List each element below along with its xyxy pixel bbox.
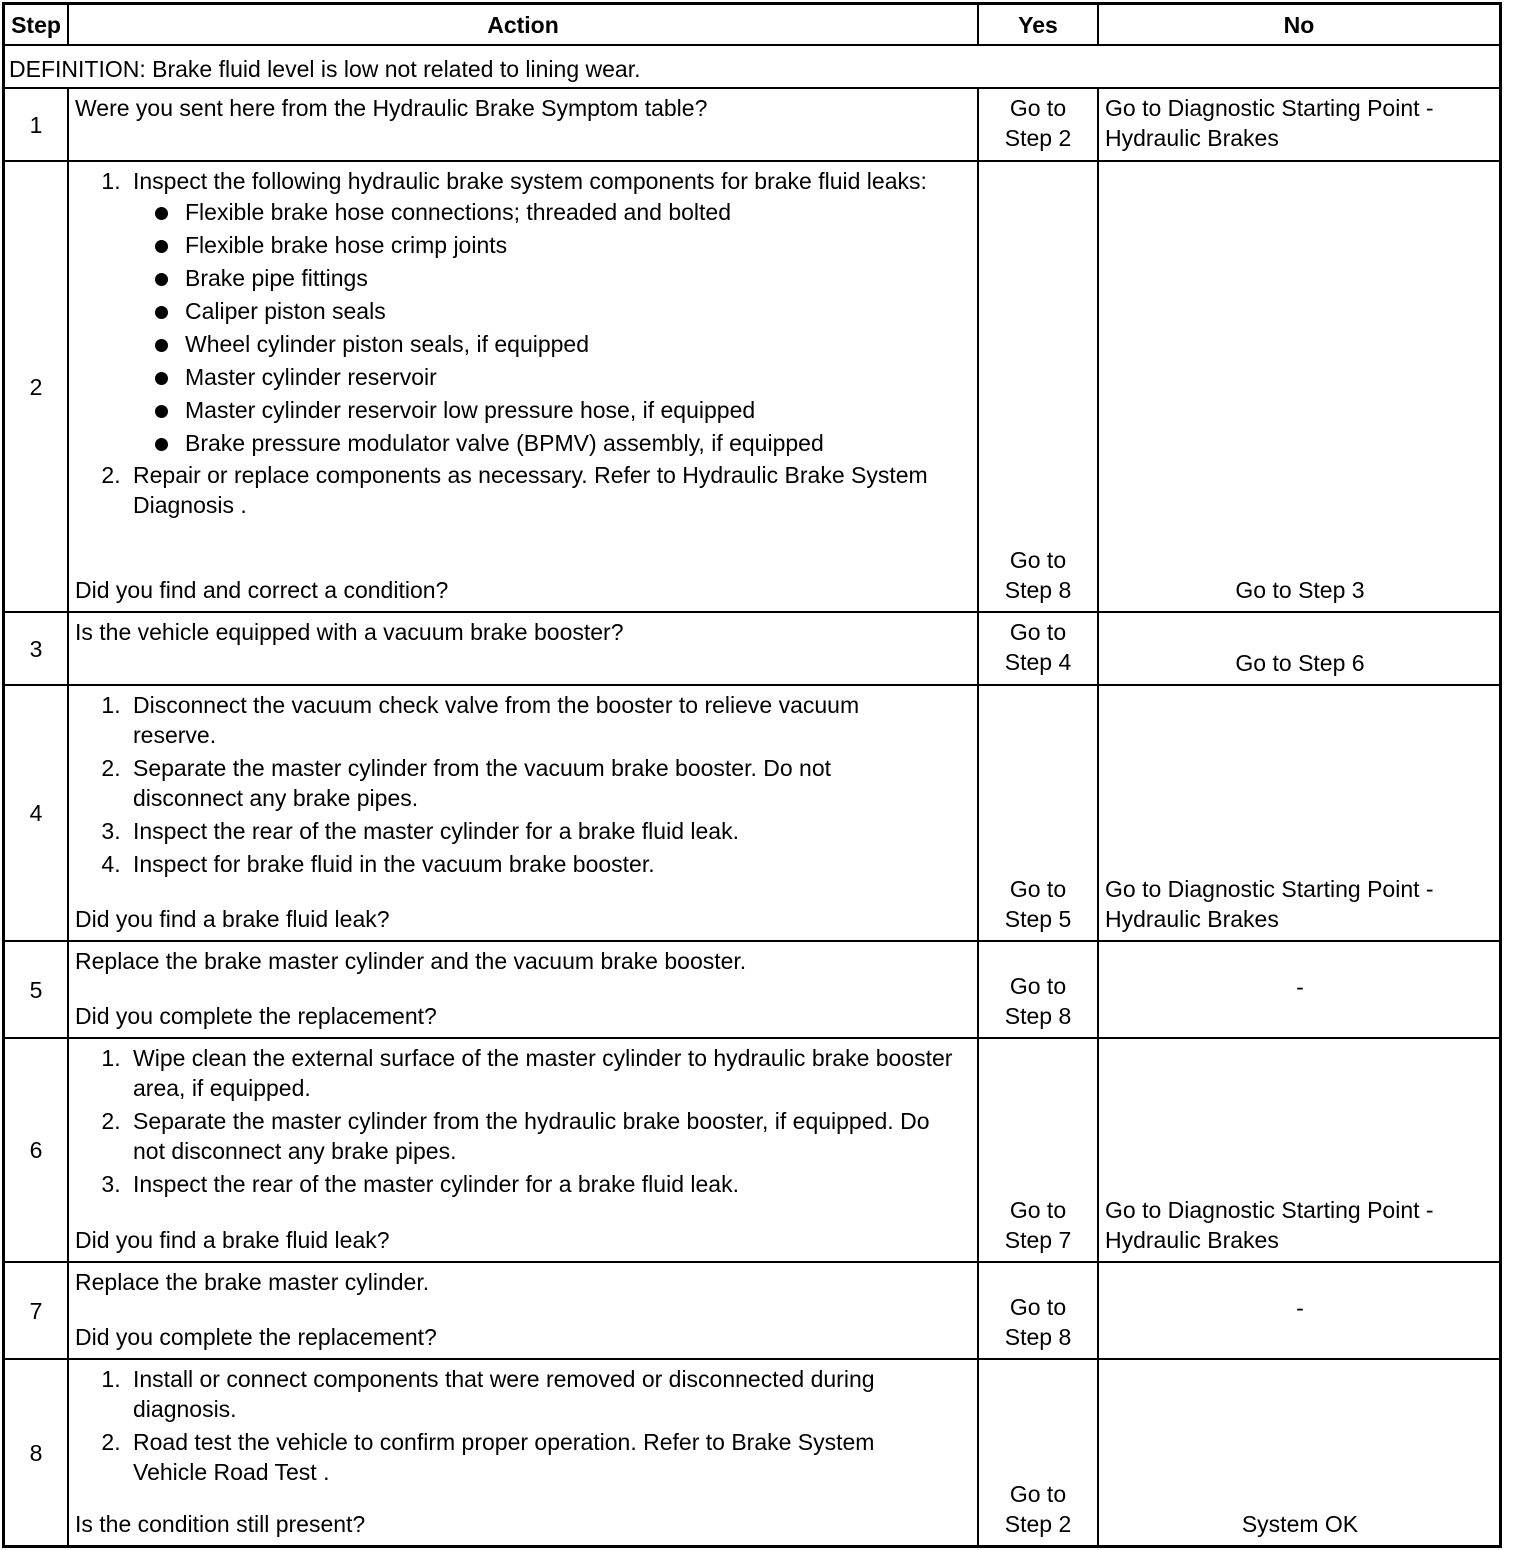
bullet-item <box>185 328 971 361</box>
action-cell <box>69 1360 979 1545</box>
yes-line-1: Go to <box>1009 1197 1067 1223</box>
list-item <box>127 1169 961 1199</box>
table-row <box>5 686 1499 942</box>
yes-line-1: Go to <box>1009 973 1067 999</box>
action-text: Replace the brake master cylinder and the vacuum brake booster. <box>75 948 747 974</box>
table-header <box>5 5 1499 46</box>
no-text: System OK <box>1241 1511 1359 1537</box>
list-item-text: Separate the master cylinder from the vacuum brake booster. Do not disconnect any brake pipes. <box>133 755 832 811</box>
bullet-item <box>185 361 971 394</box>
list-item-text: Wipe clean the external surface of the master cylinder to hydraulic brake booster area, if equipped. <box>133 1045 953 1101</box>
question-text: Is the condition still present? <box>75 1511 366 1537</box>
list-item-text: Inspect for brake fluid in the vacuum brake booster. <box>133 851 655 877</box>
table-row <box>5 1360 1499 1545</box>
list-item-text: Separate the master cylinder from the hydraulic brake booster, if equipped. Do not disconnect any brake pipes. <box>133 1108 930 1164</box>
table-row <box>5 89 1499 162</box>
no-line-2: Hydraulic Brakes <box>1105 906 1279 932</box>
list-item <box>127 1427 941 1487</box>
action-cell <box>69 89 979 160</box>
bullet-text: Brake pressure modulator valve (BPMV) assembly, if equipped <box>185 430 824 456</box>
action-cell <box>69 1263 979 1358</box>
yes-line-2: Step 8 <box>1004 1003 1072 1029</box>
table-row <box>5 1263 1499 1360</box>
action-cell <box>69 162 979 611</box>
bullet-item <box>185 196 971 229</box>
definition-row <box>5 46 1499 89</box>
yes-cell <box>979 162 1099 611</box>
yes-line-2: Step 8 <box>1004 1324 1072 1350</box>
no-text: - <box>1296 1294 1304 1321</box>
yes-line-2: Step 2 <box>1004 125 1072 151</box>
action-cell <box>69 686 979 940</box>
step-number: 6 <box>5 1039 69 1261</box>
step-number: 1 <box>5 89 69 160</box>
no-cell <box>1099 89 1499 160</box>
header-step: Step <box>5 5 69 44</box>
yes-line-1: Go to <box>1009 95 1067 121</box>
bullet-item <box>185 262 971 295</box>
step-number: 2 <box>5 162 69 611</box>
list-item-text: Inspect the rear of the master cylinder for a brake fluid leak. <box>133 818 739 844</box>
bullet-item <box>185 394 971 427</box>
list-item-text: Inspect the following hydraulic brake system components for brake fluid leaks: <box>133 168 927 194</box>
yes-line-2: Step 5 <box>1004 906 1072 932</box>
yes-cell <box>979 613 1099 684</box>
action-list <box>75 690 971 879</box>
question-text: Did you find a brake fluid leak? <box>75 1227 390 1253</box>
bullet-list <box>133 196 971 460</box>
step-number: 5 <box>5 942 69 1037</box>
no-text: Go to Step 6 <box>1235 650 1365 676</box>
yes-line-1: Go to <box>1009 547 1067 573</box>
step-number: 4 <box>5 686 69 940</box>
yes-line-1: Go to <box>1009 1481 1067 1507</box>
step-number: 3 <box>5 613 69 684</box>
bullet-item <box>185 229 971 262</box>
list-item-text: Install or connect components that were removed or disconnected during diagnosis. <box>133 1366 875 1422</box>
yes-line-2: Step 2 <box>1004 1511 1072 1537</box>
bullet-text: Caliper piston seals <box>185 298 386 324</box>
no-cell <box>1099 1360 1499 1545</box>
no-cell <box>1099 686 1499 940</box>
step-number: 7 <box>5 1263 69 1358</box>
list-item-text: Repair or replace components as necessary. Refer to Hydraulic Brake System Diagnosis . <box>133 462 928 518</box>
list-item-text: Road test the vehicle to confirm proper operation. Refer to Brake System Vehicle Road Test . <box>133 1429 875 1485</box>
no-cell <box>1099 1039 1499 1261</box>
header-no: No <box>1283 11 1315 38</box>
no-line-1: Go to Diagnostic Starting Point - <box>1105 95 1434 121</box>
definition-text: DEFINITION: Brake fluid level is low not related to lining wear. <box>9 56 641 82</box>
action-cell <box>69 613 979 684</box>
question-text: Did you complete the replacement? <box>75 1324 437 1350</box>
bullet-text: Flexible brake hose connections; threaded and bolted <box>185 199 731 225</box>
list-item-text: Inspect the rear of the master cylinder for a brake fluid leak. <box>133 1171 739 1197</box>
list-item <box>127 166 971 460</box>
bullet-text: Master cylinder reservoir low pressure hose, if equipped <box>185 397 756 423</box>
yes-line-2: Step 8 <box>1004 577 1072 603</box>
bullet-text: Flexible brake hose crimp joints <box>185 232 508 258</box>
action-text: Is the vehicle equipped with a vacuum brake booster? <box>75 619 624 645</box>
diagnostic-table <box>2 2 1502 1548</box>
action-text: Were you sent here from the Hydraulic Brake Symptom table? <box>75 95 708 121</box>
list-item <box>127 1364 941 1424</box>
list-item <box>127 690 911 750</box>
no-text: Go to Step 3 <box>1235 577 1365 603</box>
bullet-item <box>185 295 971 328</box>
action-cell <box>69 1039 979 1261</box>
no-cell <box>1099 162 1499 611</box>
list-item <box>127 1106 961 1166</box>
no-cell <box>1099 942 1499 1037</box>
header-action: Action <box>69 5 979 44</box>
table-row <box>5 613 1499 686</box>
action-list <box>75 166 971 520</box>
header-yes: Yes <box>979 5 1099 44</box>
list-item <box>127 849 911 879</box>
question-text: Did you find a brake fluid leak? <box>75 906 390 932</box>
yes-line-1: Go to <box>1009 619 1067 645</box>
list-item <box>127 1043 961 1103</box>
list-item-text: Disconnect the vacuum check valve from the booster to relieve vacuum reserve. <box>133 692 860 748</box>
question-text: Did you complete the replacement? <box>75 1003 437 1029</box>
yes-cell <box>979 686 1099 940</box>
table-row <box>5 162 1499 613</box>
no-line-2: Hydraulic Brakes <box>1105 125 1279 151</box>
bullet-text: Brake pipe fittings <box>185 265 368 291</box>
action-list <box>75 1043 971 1199</box>
no-line-1: Go to Diagnostic Starting Point - <box>1105 876 1434 902</box>
bullet-text: Wheel cylinder piston seals, if equipped <box>185 331 590 357</box>
yes-line-2: Step 7 <box>1004 1227 1072 1253</box>
yes-cell <box>979 1039 1099 1261</box>
yes-cell <box>979 942 1099 1037</box>
action-cell <box>69 942 979 1037</box>
yes-line-1: Go to <box>1009 1294 1067 1320</box>
no-text: - <box>1296 973 1304 1000</box>
yes-line-1: Go to <box>1009 876 1067 902</box>
table-row <box>5 942 1499 1039</box>
question-text: Did you find and correct a condition? <box>75 577 449 603</box>
table-row <box>5 1039 1499 1263</box>
bullet-item <box>185 427 971 460</box>
list-item <box>127 753 911 813</box>
no-line-1: Go to Diagnostic Starting Point - <box>1105 1197 1434 1223</box>
no-cell <box>1099 1263 1499 1358</box>
yes-cell <box>979 89 1099 160</box>
action-text: Replace the brake master cylinder. <box>75 1269 430 1295</box>
no-line-2: Hydraulic Brakes <box>1105 1227 1279 1253</box>
step-number: 8 <box>5 1360 69 1545</box>
bullet-text: Master cylinder reservoir <box>185 364 437 390</box>
yes-cell <box>979 1360 1099 1545</box>
list-item <box>127 816 911 846</box>
list-item <box>127 460 971 520</box>
yes-cell <box>979 1263 1099 1358</box>
no-cell <box>1099 613 1499 684</box>
yes-line-2: Step 4 <box>1004 649 1072 675</box>
action-list <box>75 1364 971 1487</box>
